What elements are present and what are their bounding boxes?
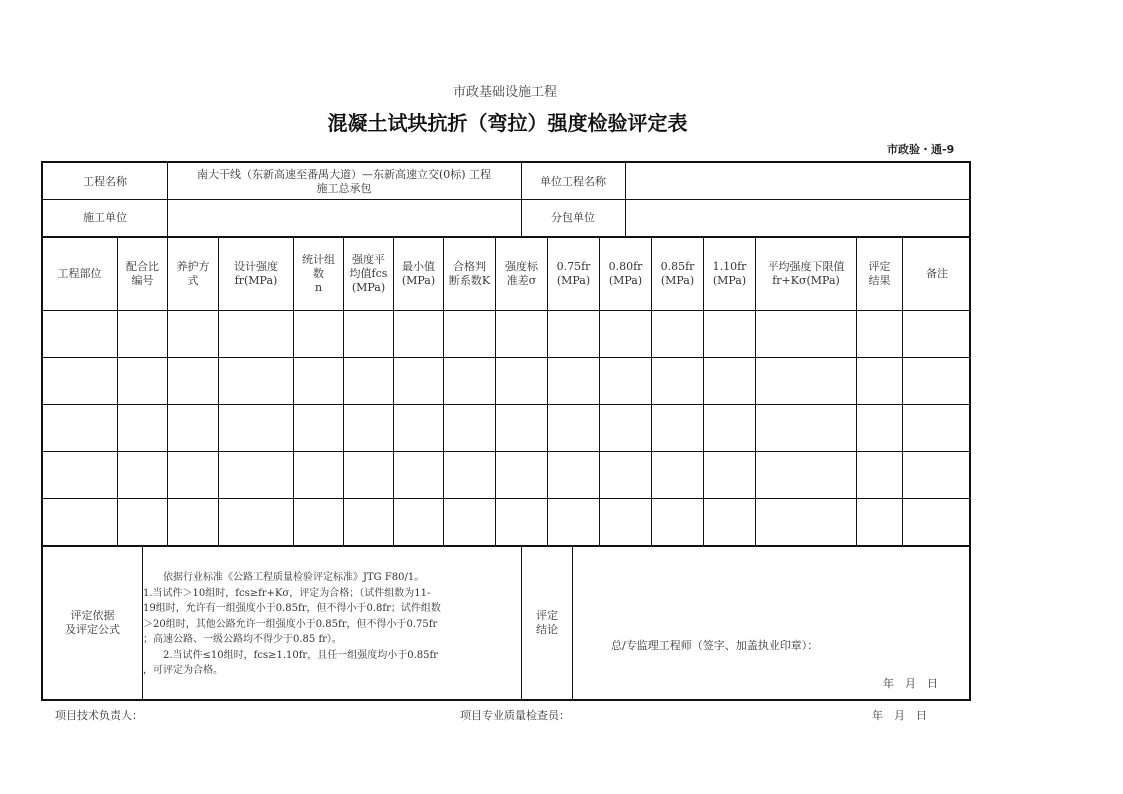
project-name-value[interactable] [168,163,520,200]
table-cell[interactable] [858,453,901,498]
table-cell[interactable] [757,312,855,357]
table-cell[interactable] [904,312,970,357]
table-cell[interactable] [395,359,442,404]
column-header-line: 设计强度 [234,259,278,273]
table-cell[interactable] [345,453,392,498]
table-cell[interactable] [904,359,970,404]
table-cell[interactable] [169,312,217,357]
table-cell[interactable] [220,500,292,545]
unit-project-label: 单位工程名称 [540,174,606,188]
column-header-line: 统计组 [302,252,335,266]
column-header [345,236,392,311]
table-cell[interactable] [549,359,598,404]
column-header [601,236,650,311]
basis-line: ，可评定为合格。 [143,665,223,676]
table-cell[interactable] [119,453,166,498]
row-divider [41,545,971,547]
column-header-line: (MPa) [351,280,386,294]
qc-inspector-signature[interactable]: 项目专业质量检查员： [460,709,570,722]
table-cell[interactable] [858,359,901,404]
column-header-line: 平均强度下限值 [767,259,845,273]
basis-label-line1: 评定依据 [70,609,115,622]
table-cell[interactable] [295,453,342,498]
supervisor-signature[interactable]: 总/专监理工程师（签字、加盖执业印章）： [611,639,819,652]
basis-line: 2.当试件≤10组时，fcs≥1.10fr，且任一组强度均小于0.85fr [143,649,438,661]
column-header-line: 配合比 [126,259,159,273]
table-cell[interactable] [295,406,342,451]
table-cell[interactable] [169,406,217,451]
column-header-line: 0.75fr [556,259,591,273]
table-cell[interactable] [119,406,166,451]
table-cell[interactable] [653,453,702,498]
column-header [549,236,598,311]
tech-lead-signature[interactable]: 项目技术负责人： [55,709,143,722]
table-cell[interactable] [445,312,494,357]
column-header-line: 养护方 [176,259,210,273]
column-header-line: (MPa) [712,273,747,287]
basis-line: 依据行业标准《公路工程质量检验评定标准》JTG F80/1。 [143,572,425,583]
table-cell[interactable] [43,500,116,545]
col-divider [117,236,118,546]
table-cell[interactable] [705,359,754,404]
column-header-line: 结果 [868,273,891,287]
table-cell[interactable] [345,359,392,404]
basis-line: 1.当试件＞10组时，fcs≥fr+Kσ，评定为合格；（试件组数为11- [143,587,431,599]
column-header [858,236,901,311]
table-cell[interactable] [220,453,292,498]
basis-line: 19组时，允许有一组强度小于0.85fr，但不得小于0.8fr；试件组数 [143,603,441,614]
col-divider [856,236,857,546]
table-cell[interactable] [904,500,970,545]
subcontract-value[interactable] [626,200,970,236]
basis-label [43,547,142,699]
conclusion-date[interactable]: 年 月 日 [883,677,938,690]
project-name-line2: 施工总承包 [316,181,372,195]
conclusion-label-line1: 评定 [536,609,558,622]
table-cell[interactable] [757,406,855,451]
column-header [119,236,166,311]
col-divider [443,236,444,546]
col-divider [167,236,168,546]
row-divider [41,451,971,452]
table-cell[interactable] [653,359,702,404]
table-cell[interactable] [395,312,442,357]
basis-label-line2: 及评定公式 [65,623,120,636]
table-cell[interactable] [858,500,901,545]
table-cell[interactable] [705,500,754,545]
form-code: 市政验・通-9 [887,143,955,156]
table-cell[interactable] [119,312,166,357]
row-divider [41,498,971,499]
unit-project-value[interactable] [626,163,970,200]
column-header-line: 工程部位 [57,266,102,280]
column-header-line: (MPa) [660,273,695,287]
table-cell[interactable] [757,453,855,498]
column-header [445,236,494,311]
column-header [220,236,292,311]
col-divider [703,236,704,546]
table-cell[interactable] [43,453,116,498]
col-divider [902,236,903,546]
column-header-line: 合格判 [453,259,486,273]
col-divider [547,236,548,546]
table-cell[interactable] [601,500,650,545]
table-cell[interactable] [43,406,116,451]
table-cell[interactable] [119,500,166,545]
table-cell[interactable] [169,500,217,545]
col-divider [393,236,394,546]
table-cell[interactable] [169,359,217,404]
column-header-line: 式 [187,273,199,287]
table-cell[interactable] [549,406,598,451]
project-name-line1: 南大干线（东新高速至番禺大道）—东新高速立交(0标) 工程 [196,167,492,181]
table-cell[interactable] [904,406,970,451]
table-cell[interactable] [549,500,598,545]
table-cell[interactable] [705,312,754,357]
row-divider [41,404,971,405]
table-cell[interactable] [43,312,116,357]
conclusion-label-line2: 结论 [536,623,558,636]
column-header-line: 备注 [926,266,948,280]
table-cell[interactable] [497,406,546,451]
column-header-line: fr(MPa) [234,273,278,287]
column-header-line: 最小值 [402,259,435,273]
table-cell[interactable] [858,406,901,451]
column-header-line: 强度标 [505,259,538,273]
table-cell[interactable] [601,453,650,498]
category-heading: 市政基础设施工程 [452,85,557,100]
table-cell[interactable] [295,500,342,545]
row-divider [41,357,971,358]
column-header-line: 编号 [131,273,154,287]
table-cell[interactable] [549,312,598,357]
column-header-line: 0.80fr [608,259,643,273]
form-title: 混凝土试块抗折（弯拉）强度检验评定表 [327,111,688,135]
column-header-line: 断系数K [448,273,491,287]
subcontract-label: 分包单位 [551,211,595,224]
col-divider [572,546,573,701]
table-cell[interactable] [345,500,392,545]
column-header-line: (MPa) [608,273,643,287]
table-cell[interactable] [757,500,855,545]
table-cell[interactable] [395,406,442,451]
table-cell[interactable] [169,453,217,498]
table-cell[interactable] [497,312,546,357]
basis-line: ＞20组时，其他公路允许一组强度小于0.85fr，但不得小于0.75fr [143,618,438,630]
table-cell[interactable] [705,406,754,451]
table-cell[interactable] [220,312,292,357]
column-header [43,236,116,311]
column-header-line: 准差σ [506,273,537,287]
column-header [757,236,855,311]
table-cell[interactable] [43,359,116,404]
table-cell[interactable] [295,312,342,357]
col-divider [495,236,496,546]
column-header [705,236,754,311]
column-header-line: fr+Kσ(MPa) [772,273,840,287]
column-header-line: 评定 [868,259,891,273]
table-cell[interactable] [445,500,494,545]
project-name-label: 工程名称 [83,174,127,188]
table-cell[interactable] [497,500,546,545]
column-header-line: 强度平 [352,252,385,266]
column-header-line: 0.85fr [660,259,695,273]
column-header-line: (MPa) [556,273,591,287]
col-divider [599,236,600,546]
col-divider [218,236,219,546]
table-cell[interactable] [445,359,494,404]
table-cell[interactable] [653,500,702,545]
column-header-line: 数 [313,266,324,280]
table-cell[interactable] [653,406,702,451]
table-cell[interactable] [395,500,442,545]
table-cell[interactable] [445,453,494,498]
table-cell[interactable] [601,359,650,404]
col-divider [293,236,294,546]
column-header [295,236,342,311]
table-cell[interactable] [601,406,650,451]
col-divider [651,236,652,546]
table-cell[interactable] [601,312,650,357]
column-header [904,236,970,311]
construction-unit-value[interactable] [168,200,520,236]
table-cell[interactable] [395,453,442,498]
column-header-line: n [314,280,323,294]
col-divider [755,236,756,546]
table-cell[interactable] [445,406,494,451]
column-header [395,236,442,311]
col-divider [343,236,344,546]
column-header [497,236,546,311]
table-cell[interactable] [497,359,546,404]
column-header-line: (MPa) [401,273,436,287]
footer-date[interactable]: 年 月 日 [872,709,927,722]
basis-text [143,570,518,679]
table-cell[interactable] [345,406,392,451]
column-header-line: 均值fcs [349,266,388,280]
column-header-line: 1.10fr [712,259,747,273]
table-cell[interactable] [858,312,901,357]
basis-line: ；高速公路、一级公路均不得少于0.85 fr）。 [143,634,342,645]
table-cell[interactable] [705,453,754,498]
column-header [653,236,702,311]
table-cell[interactable] [345,312,392,357]
construction-unit-label: 施工单位 [83,211,127,224]
table-cell[interactable] [904,453,970,498]
table-cell[interactable] [220,359,292,404]
conclusion-label [522,547,572,699]
table-cell[interactable] [653,312,702,357]
table-cell[interactable] [549,453,598,498]
column-header [169,236,217,311]
table-cell[interactable] [119,359,166,404]
table-cell[interactable] [757,359,855,404]
table-cell[interactable] [497,453,546,498]
table-cell[interactable] [220,406,292,451]
table-cell[interactable] [295,359,342,404]
